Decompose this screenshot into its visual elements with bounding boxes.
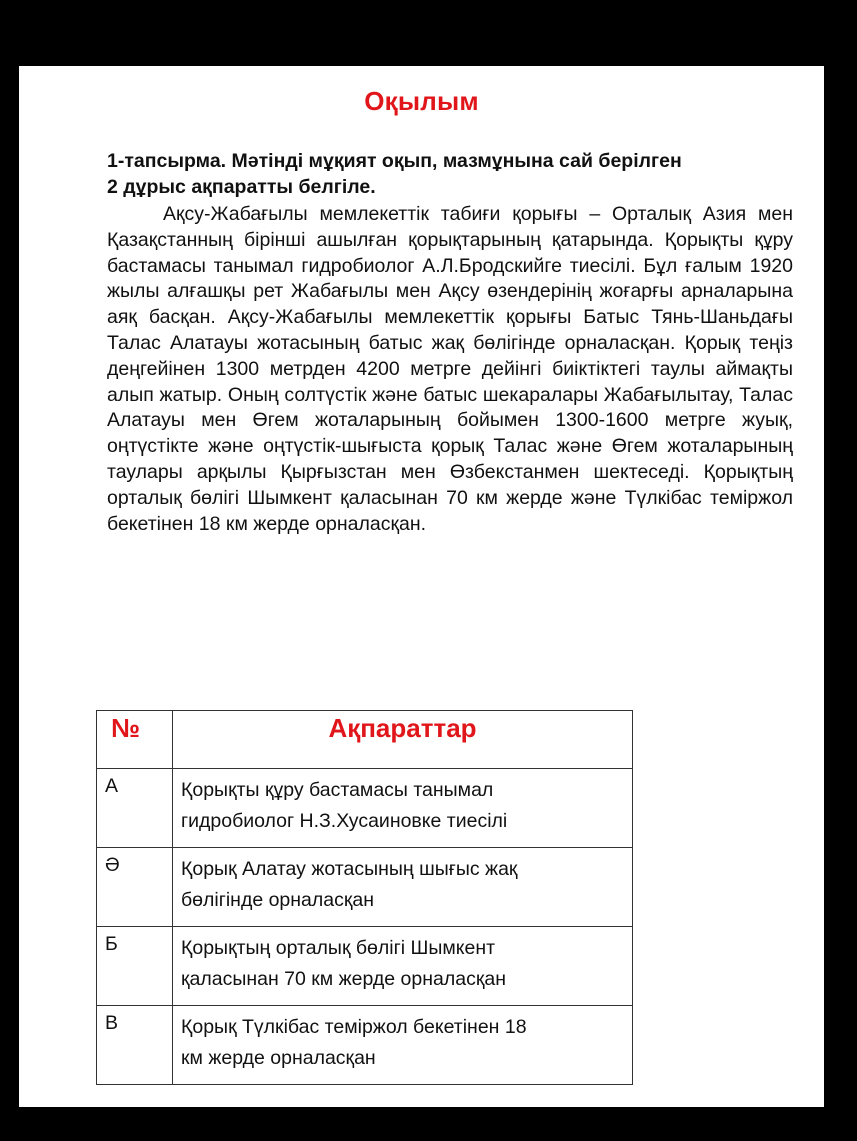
task-line-1: 1-тапсырма. Мәтінді мұқият оқып, мазмұнына сай берілген <box>107 150 682 172</box>
task-line-2: 2 дұрыс ақпаратты белгіле. <box>107 176 376 198</box>
row-label: Ә <box>97 848 173 927</box>
row-text-line: гидробиолог Н.З.Хусаиновке тиесілі <box>181 810 508 832</box>
table-row <box>97 848 633 927</box>
row-label: В <box>97 1006 173 1085</box>
task-instruction <box>107 148 807 200</box>
row-text <box>173 1006 633 1085</box>
row-text-line: Қорықтың орталық бөлігі Шымкент <box>181 937 496 959</box>
row-text <box>173 927 633 1006</box>
reading-paragraph: Ақсу-Жабағылы мемлекеттік табиғи қорығы – Орталық Азия мен Қазақстанның бірінші ашылған қорықтарының қатарында. Қорықты құру бастамасы танымал гидробиолог А.Л.Бродскийге тиесілі. Бұл ғалым 1920 жылы алғашқы рет Жабағылы мен Ақсу өзендерінің жоғарғы арналарына аяқ басқан. Ақсу-Жабағылы мемлекеттік қорығы Батыс Тянь-Шаньдағы Талас Алатауы жотасының батыс жақ бөлігінде орналасқан. Қорық теңіз деңгейінен 1300 метрден 4200 метрге дейінгі биіктіктегі таулы аймақты алып жатыр. Оның солтүстік және батыс шекаралары Жабағылытау, Талас Алатауы мен Өгем жоталарының бойымен 1300-1600 метрге жуық, оңтүстікте және оңтүстік-шығыста қорық Талас және Өгем жоталарының таулары арқылы Қырғызстан мен Өзбекстанмен шектеседі. Қорықтың орталық бөлігі Шымкент қаласынан 70 км жерде және Түлкібас теміржол бекетінен 18 км жерде орналасқан. <box>107 203 793 535</box>
table-row <box>97 1006 633 1085</box>
table-row <box>97 769 633 848</box>
row-text-line: Қорық Алатау жотасының шығыс жақ <box>181 858 518 880</box>
row-label: Б <box>97 927 173 1006</box>
table-row <box>97 927 633 1006</box>
page-title: Оқылым <box>364 86 479 116</box>
info-table <box>96 710 633 1085</box>
row-text-line: бөлігінде орналасқан <box>181 889 375 911</box>
row-text-line: км жерде орналасқан <box>181 1047 376 1069</box>
row-text <box>173 848 633 927</box>
row-text-line: Қорық Түлкібас теміржол бекетінен 18 <box>181 1016 527 1038</box>
document-page <box>19 66 824 1107</box>
header-info: Ақпараттар <box>173 711 633 769</box>
header-number: № <box>97 711 173 769</box>
row-label: А <box>97 769 173 848</box>
row-text <box>173 769 633 848</box>
table-header-row <box>97 711 633 769</box>
row-text-line: қаласынан 70 км жерде орналасқан <box>181 968 506 990</box>
row-text-line: Қорықты құру бастамасы танымал <box>181 779 494 801</box>
